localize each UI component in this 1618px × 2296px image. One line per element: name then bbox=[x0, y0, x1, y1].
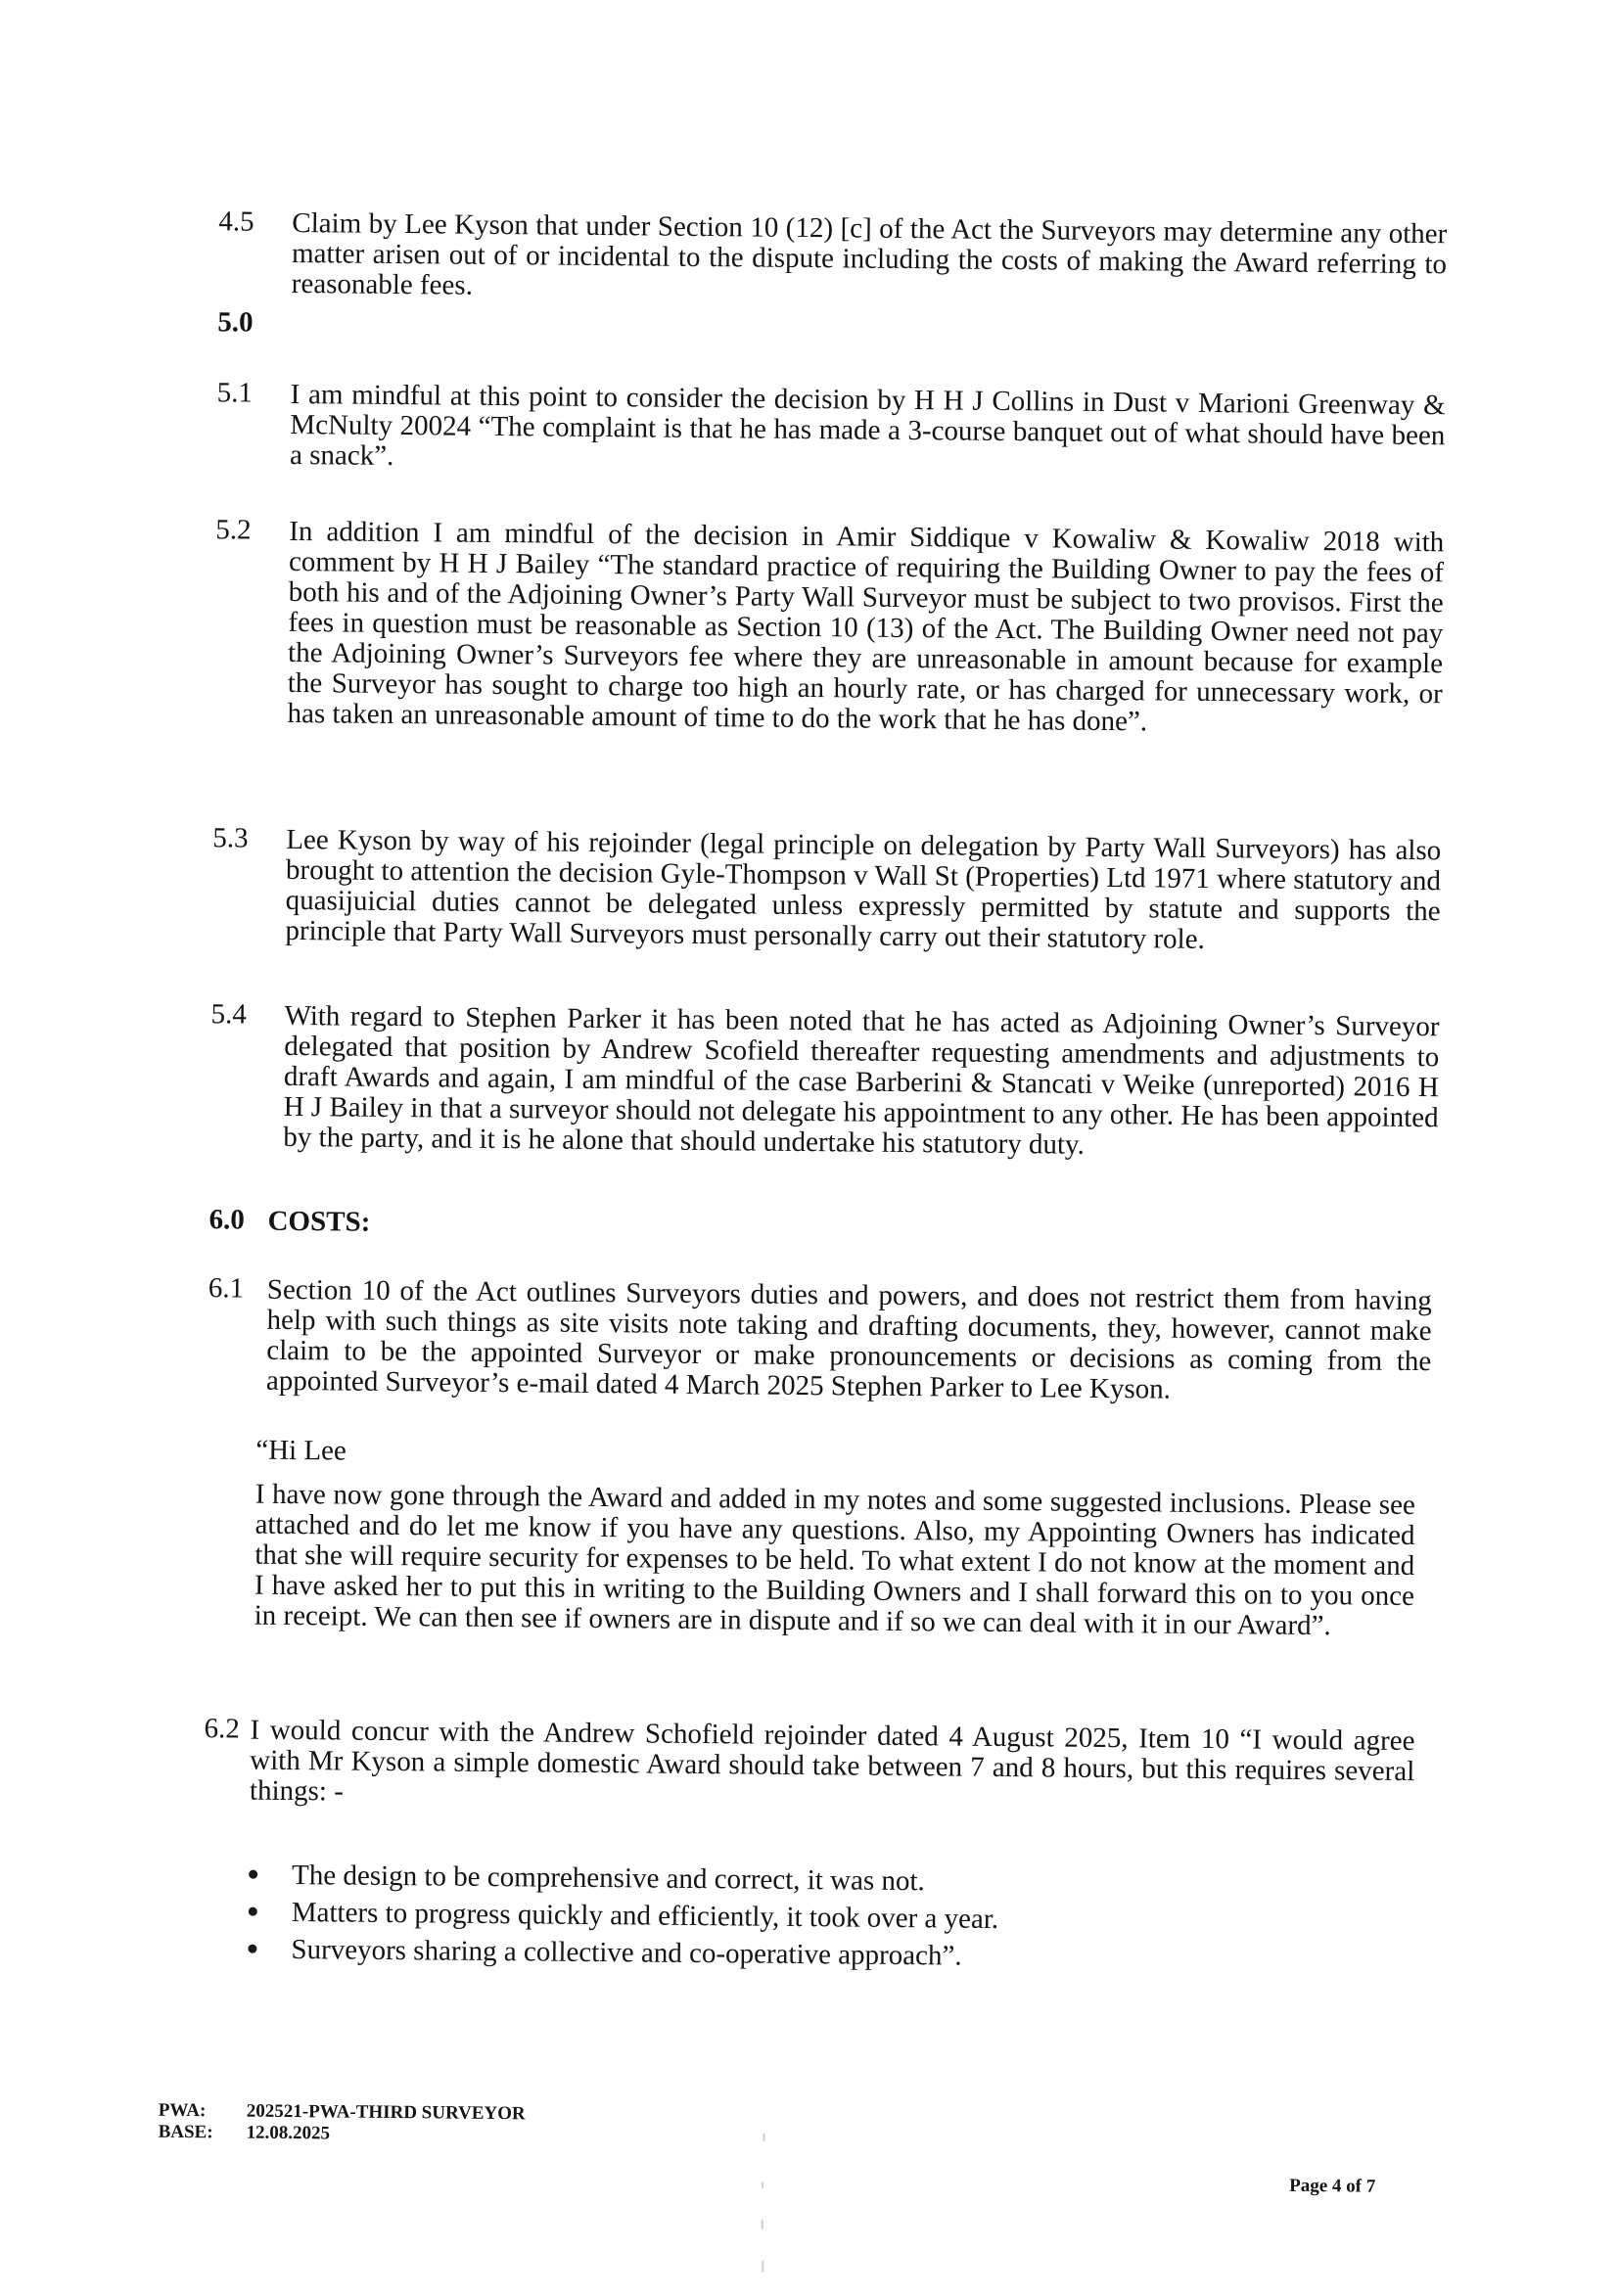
section-text-4-5: Claim by Lee Kyson that under Section 10 (12) [c] of the Act the Surveyors may determine any other matter arisen out of or incidental to the dispute including the costs of making the Award referring to reasonable fees. bbox=[291, 207, 1448, 301]
section-text-5-1: I am mindful at this point to consider the decision by H H J Collins in Dust v Marioni Greenway & McNulty 20024 “The complaint is that he has made a 3-course banquet out of what should have been a snack”. bbox=[289, 378, 1446, 472]
section-text-5-2: In addition I am mindful of the decision in Amir Siddique v Kowaliw & Kowaliw 2018 with comment by H H J Bailey “The standard practice of requiring the Building Owner to pay the fees of both his and of the Adjoining Owner’s Party Wall Surveyor must be subject to two provisos. First the fees in question must be reasonable as Section 10 (13) of the Act. The Building Owner need not pay the Adjoining Owner’s Surveyors fee where they are unreasonable in amount because for example the Surveyor has sought to charge too high an hourly rate, or has charged for unnecessary work, or has taken an unreasonable amount of time to do the work that he has done”. bbox=[287, 515, 1445, 738]
section-text-6-1: Section 10 of the Act outlines Surveyors duties and powers, and does not restrict them from having help with such things as site visits note taking and drafting documents, they, however, cannot make claim to be the appointed Surveyor or make pronouncements or decisions as coming from the appointed Surveyor’s e-mail dated 4 March 2025 Stephen Parker to Lee Kyson. bbox=[265, 1273, 1432, 1405]
requirements-list bbox=[244, 1857, 1321, 1979]
email-greeting: “Hi Lee bbox=[255, 1434, 347, 1467]
list-item: Surveyors sharing a collective and co-operative approach”. bbox=[244, 1931, 1320, 1979]
scan-speck bbox=[762, 2261, 763, 2273]
scan-speck bbox=[762, 2182, 763, 2188]
section-heading-costs: COSTS: bbox=[267, 1205, 371, 1238]
footer-pwa-value: 202521-PWA-THIRD SURVEYOR bbox=[246, 2100, 526, 2125]
section-number-5-2: 5.2 bbox=[215, 514, 252, 546]
section-number-4-5: 4.5 bbox=[218, 206, 254, 238]
footer-pwa-label: PWA: bbox=[158, 2099, 207, 2122]
section-text-6-2: I would concur with the Andrew Schofield rejoinder dated 4 August 2025, Item 10 “I would agree with Mr Kyson a simple domestic Award should take between 7 and 8 hours, but this requires several things: - bbox=[249, 1714, 1415, 1808]
scan-speck bbox=[762, 2220, 763, 2229]
section-text-5-3: Lee Kyson by way of his rejoinder (legal principle on delegation by Party Wall Surveyors) has also brought to attention the decision Gyle-Thompson v Wall St (Properties) Ltd 1971 where statutory and quasijuicial duties cannot be delegated unless expressly permitted by statute and supports the principle that Party Wall Surveyors must personally carry out their statutory role. bbox=[285, 823, 1442, 955]
list-item: The design to be comprehensive and correct, it was not. bbox=[245, 1857, 1321, 1905]
section-number-6-0: 6.0 bbox=[208, 1204, 245, 1236]
email-body: I have now gone through the Award and added in my notes and some suggested inclusions. Please see attached and do let me know if you have any questions. Also, my Appointing Owners has indicated that she will require security for expenses to be held. To what extent I do not know at the moment and I have asked her to put this in writing to the Building Owners and I shall forward this on to you once in receipt. We can then see if owners are in dispute and if so we can deal with it in our Award”. bbox=[254, 1478, 1415, 1642]
email-quote bbox=[254, 1436, 1416, 1642]
footer-base-label: BASE: bbox=[158, 2121, 213, 2143]
section-text-5-4: With regard to Stephen Parker it has been noted that he has acted as Adjoining Owner’s Surveyor delegated that position by Andrew Scofield thereafter requesting amendments and adjustments to draft Awards and again, I am mindful of the case Barberini & Stancati v Weike (unreported) 2016 H H J Bailey in that a surveyor should not delegate his appointment to any other. He has been appointed by the party, and it is he alone that should undertake his statutory duty. bbox=[283, 999, 1440, 1161]
section-number-5-1: 5.1 bbox=[216, 377, 254, 409]
section-number-5-4: 5.4 bbox=[210, 998, 247, 1031]
section-number-5-3: 5.3 bbox=[212, 822, 249, 854]
section-number-6-2: 6.2 bbox=[204, 1713, 240, 1745]
scan-speck bbox=[763, 2134, 765, 2141]
section-number-6-1: 6.1 bbox=[208, 1272, 245, 1305]
footer-page-number: Page 4 of 7 bbox=[1289, 2175, 1376, 2197]
section-number-5-0: 5.0 bbox=[217, 306, 254, 339]
footer-base-value: 12.08.2025 bbox=[246, 2122, 331, 2144]
list-item: Matters to progress quickly and efficiently, it took over a year. bbox=[245, 1894, 1321, 1942]
